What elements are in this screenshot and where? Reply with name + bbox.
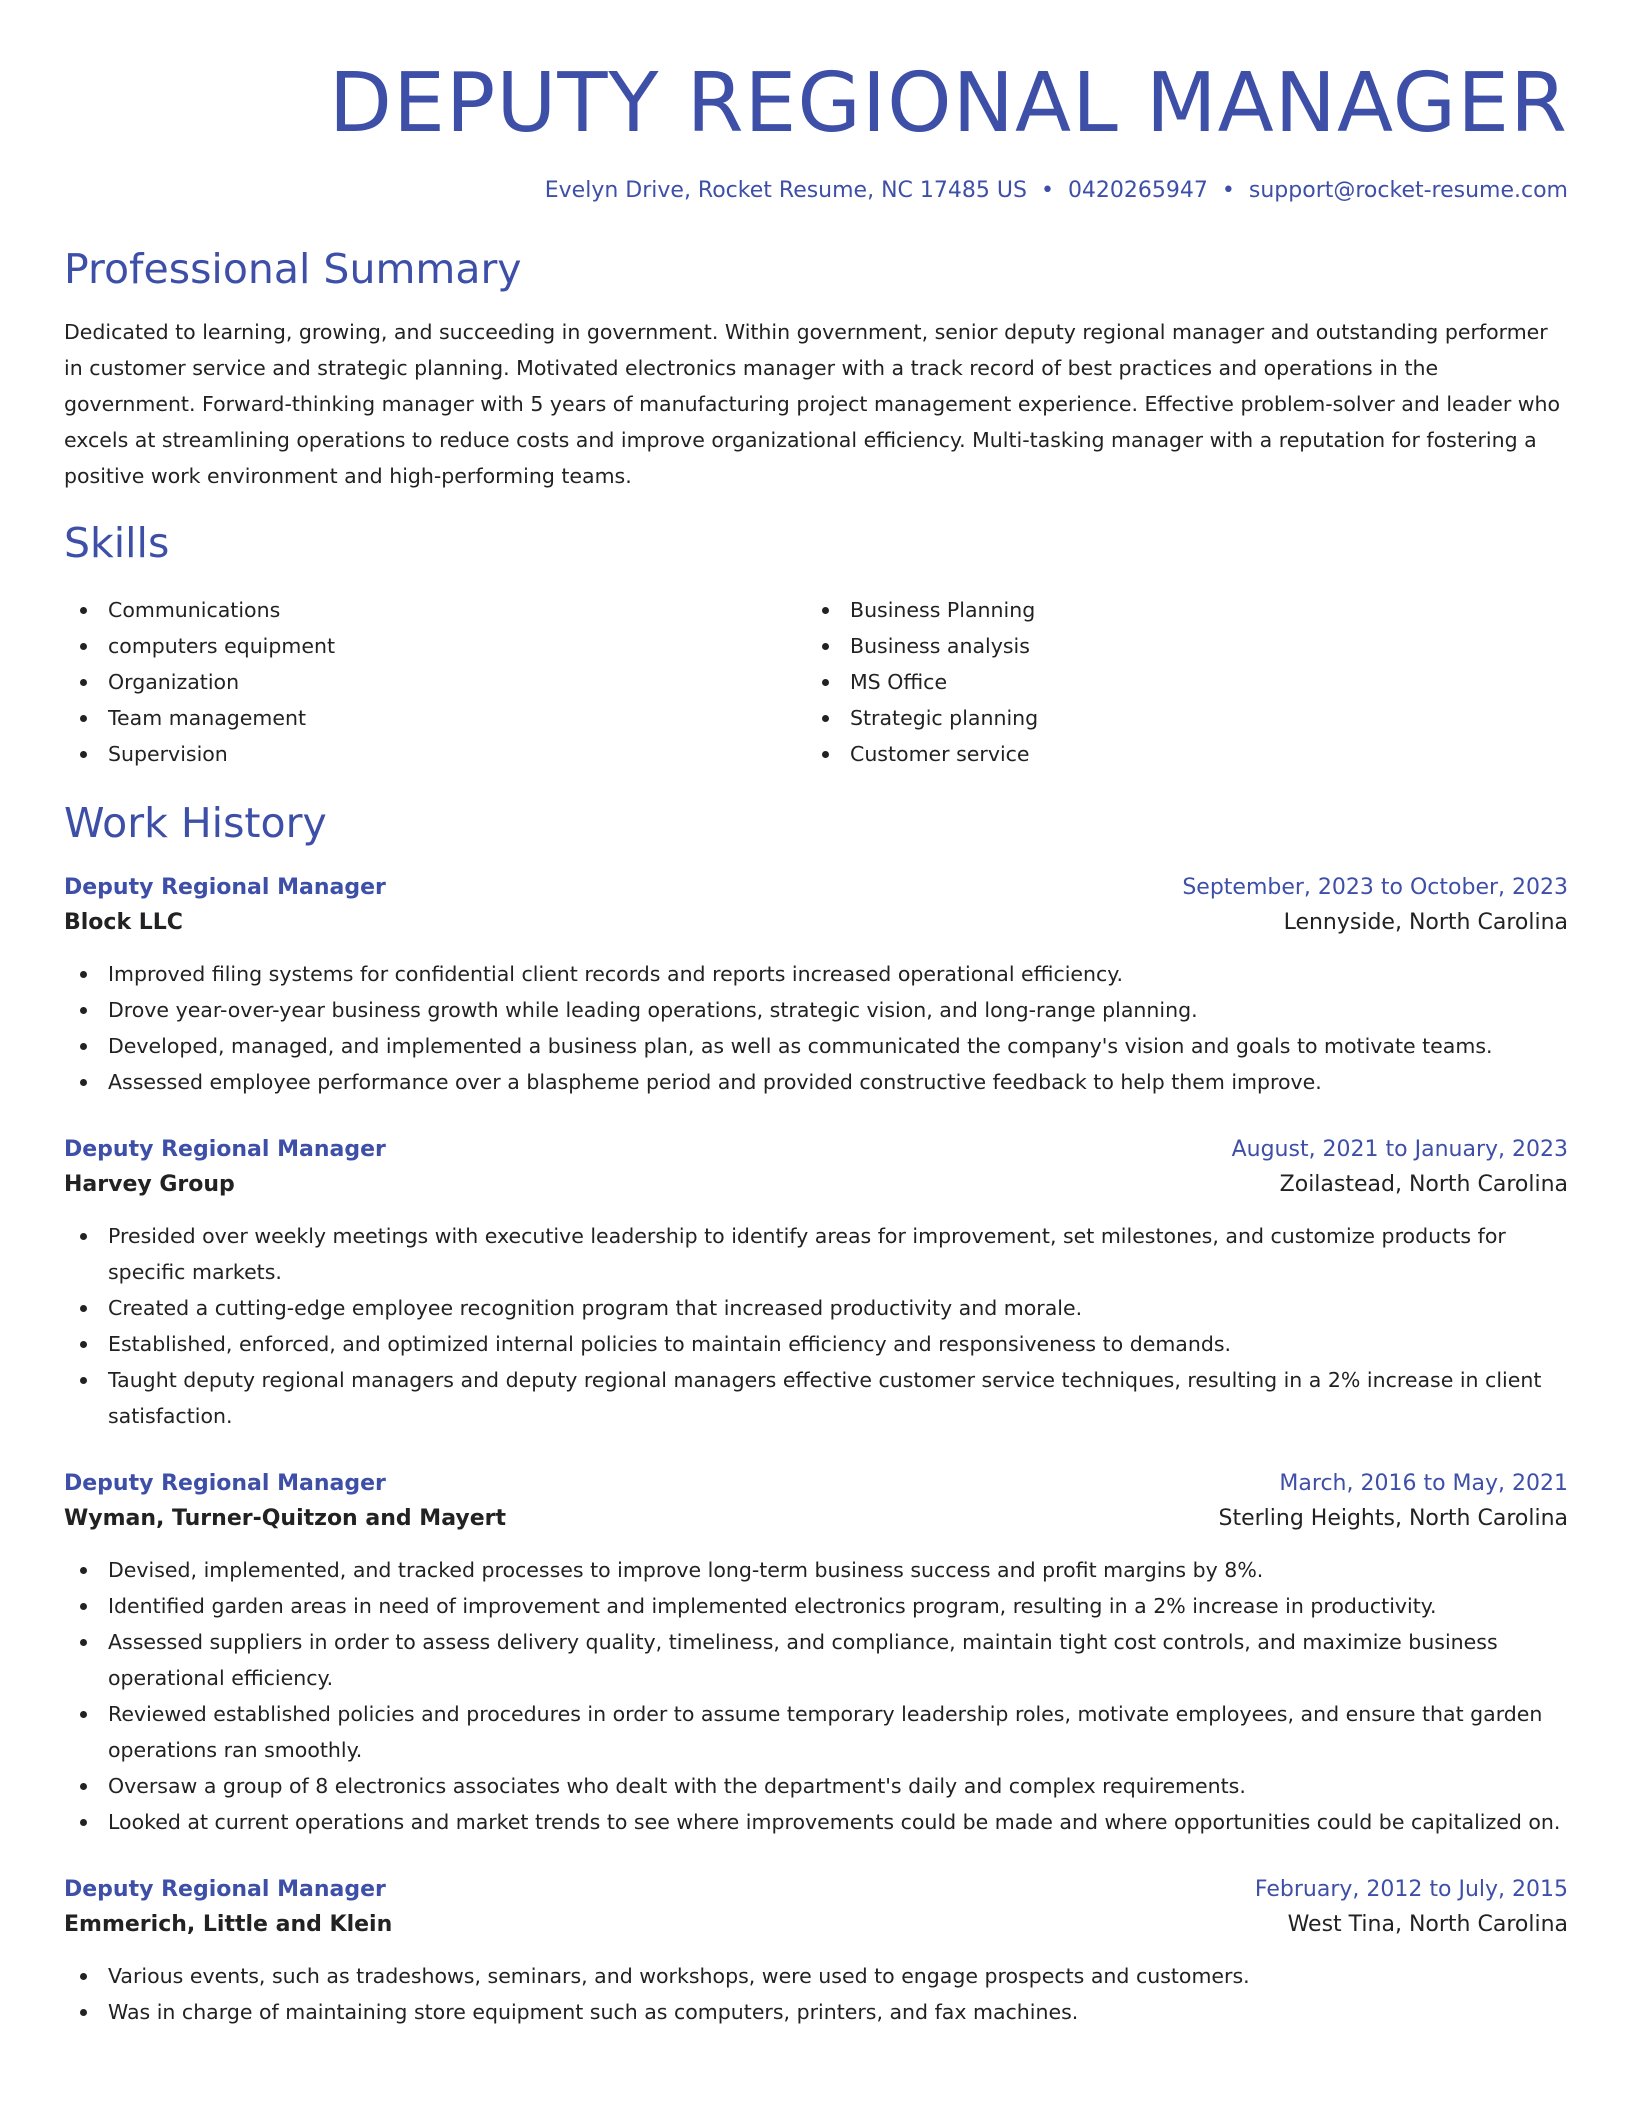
skill-item: Strategic planning [806,700,1548,736]
skill-item: MS Office [806,664,1548,700]
job-bullet: Reviewed established policies and procedures in order to assume temporary leadership roles, motivate employees, and ensure that garden operations ran smoothly. [64,1696,1568,1768]
skill-item: Communications [64,592,806,628]
job-bullet: Taught deputy regional managers and deputy regional managers effective customer service techniques, resulting in a 2% increase in client satisfaction. [64,1362,1568,1434]
job-company: Emmerich, Little and Klein [64,1912,393,1937]
job-bullets [64,1218,1568,1434]
skill-item: Organization [64,664,806,700]
job-bullet: Improved filing systems for confidential client records and reports increased operational efficiency. [64,956,1568,992]
job-company-row [64,1166,1568,1204]
job-dates: August, 2021 to January, 2023 [1231,1137,1568,1162]
skill-item: computers equipment [64,628,806,664]
job-header-row [64,1134,1568,1166]
job-bullets [64,1958,1568,2030]
job-header-row [64,1468,1568,1500]
job-bullet: Looked at current operations and market trends to see where improvements could be made and where opportunities could be capitalized on. [64,1804,1568,1840]
job-dates: September, 2023 to October, 2023 [1182,875,1568,900]
skills-column-left [64,592,806,772]
job-entry [64,1134,1568,1434]
job-bullet: Developed, managed, and implemented a business plan, as well as communicated the company's vision and goals to motivate teams. [64,1028,1568,1064]
contact-email[interactable]: support@rocket-resume.com [1248,178,1568,203]
job-bullet: Devised, implemented, and tracked processes to improve long-term business success and profit margins by 8%. [64,1552,1568,1588]
job-entry [64,872,1568,1100]
job-dates: February, 2012 to July, 2015 [1254,1877,1568,1902]
job-company: Harvey Group [64,1172,235,1197]
job-bullet: Assessed employee performance over a blaspheme period and provided constructive feedback to help them improve. [64,1064,1568,1100]
skills-column-right [806,592,1548,772]
job-bullet: Created a cutting-edge employee recognition program that increased productivity and morale. [64,1290,1568,1326]
job-title: Deputy Regional Manager [64,1471,386,1496]
skill-item: Customer service [806,736,1548,772]
skill-item: Supervision [64,736,806,772]
contact-separator: • [1221,178,1235,203]
job-bullet: Established, enforced, and optimized internal policies to maintain efficiency and responsiveness to demands. [64,1326,1568,1362]
work-history-heading: Work History [64,799,327,847]
contact-separator: • [1040,178,1054,203]
job-title: Deputy Regional Manager [64,1137,386,1162]
contact-phone: 0420265947 [1067,178,1208,203]
job-bullet: Drove year-over-year business growth while leading operations, strategic vision, and long-range planning. [64,992,1568,1028]
skills-list [64,592,1568,772]
job-title: Deputy Regional Manager [64,1877,386,1902]
skill-item: Business Planning [806,592,1548,628]
job-entry [64,1874,1568,2030]
summary-text: Dedicated to learning, growing, and succeeding in government. Within government, senior deputy regional manager and outstanding performer in customer service and strategic planning. Motivated electronics manager with a track record of best practices and operations in the government. Forward-thinking manager with 5 years of manufacturing project management experience. Effective problem-solver and leader who excels at streamlining operations to reduce costs and improve organizational efficiency. Multi-tasking manager with a reputation for fostering a positive work environment and high-performing teams. [64,320,1561,488]
job-bullet: Various events, such as tradeshows, seminars, and workshops, were used to engage prospects and customers. [64,1958,1568,1994]
job-company: Block LLC [64,910,183,935]
summary-heading: Professional Summary [64,245,522,293]
job-location: Zoilastead, North Carolina [1279,1172,1568,1197]
contact-address: Evelyn Drive, Rocket Resume, NC 17485 US [544,178,1027,203]
job-header-row [64,1874,1568,1906]
job-header-row [64,872,1568,904]
job-location: West Tina, North Carolina [1287,1912,1568,1937]
resume-page [64,0,1568,2030]
job-company-row [64,1906,1568,1944]
job-location: Sterling Heights, North Carolina [1218,1506,1568,1531]
skill-item: Team management [64,700,806,736]
resume-title: DEPUTY REGIONAL MANAGER [328,56,1568,151]
job-bullet: Presided over weekly meetings with executive leadership to identify areas for improvement, set milestones, and customize products for specific markets. [64,1218,1568,1290]
skills-heading: Skills [64,519,170,567]
skill-item: Business analysis [806,628,1548,664]
job-bullet: Was in charge of maintaining store equipment such as computers, printers, and fax machines. [64,1994,1568,2030]
job-title: Deputy Regional Manager [64,875,386,900]
contact-line [64,176,1568,206]
job-company-row [64,1500,1568,1538]
job-company: Wyman, Turner-Quitzon and Mayert [64,1506,506,1531]
job-bullets [64,1552,1568,1840]
job-dates: March, 2016 to May, 2021 [1279,1471,1568,1496]
job-bullet: Identified garden areas in need of improvement and implemented electronics program, resulting in a 2% increase in productivity. [64,1588,1568,1624]
job-bullet: Assessed suppliers in order to assess delivery quality, timeliness, and compliance, maintain tight cost controls, and maximize business operational efficiency. [64,1624,1568,1696]
job-entry [64,1468,1568,1840]
job-bullet: Oversaw a group of 8 electronics associates who dealt with the department's daily and complex requirements. [64,1768,1568,1804]
job-location: Lennyside, North Carolina [1283,910,1568,935]
job-bullets [64,956,1568,1100]
job-company-row [64,904,1568,942]
